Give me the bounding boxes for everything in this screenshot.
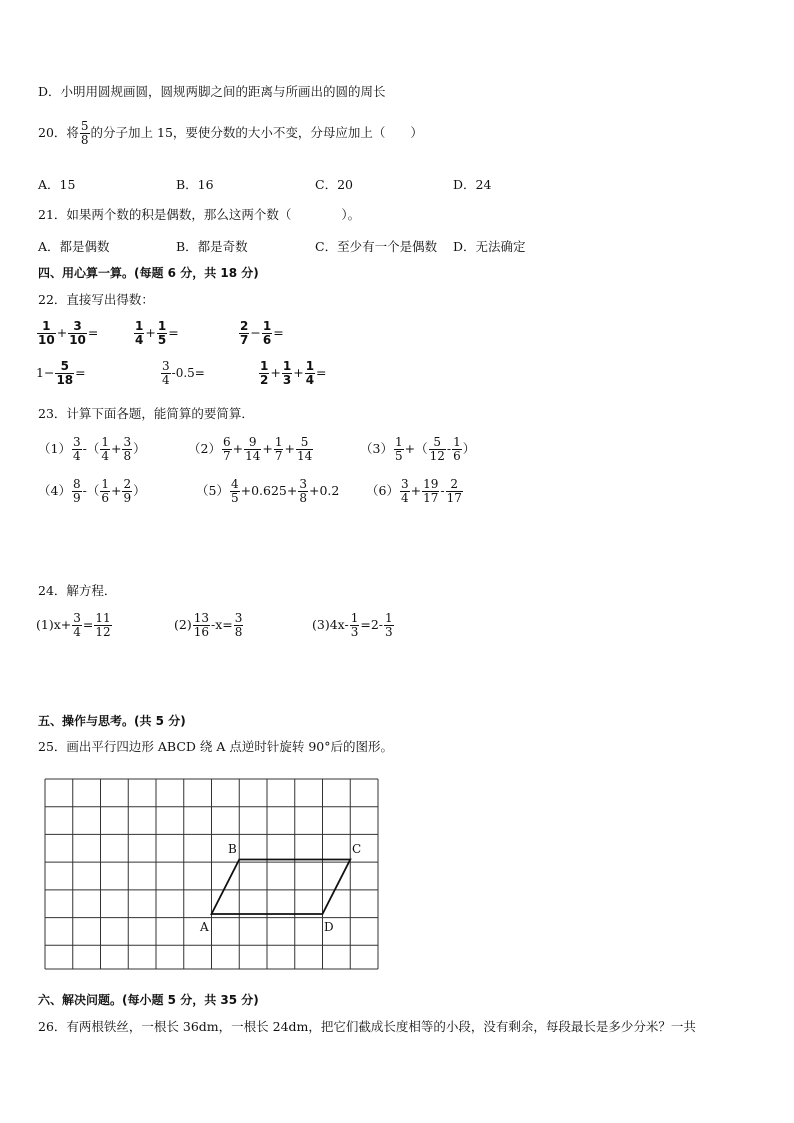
q21-stem: 21．如果两个数的积是偶数，那么这两个数（ ）。	[38, 207, 361, 222]
q20-option-b: B．16	[176, 177, 214, 192]
section4-title: 四、用心算一算。(每题 6 分，共 18 分)	[38, 266, 259, 280]
q26-stem: 26．有两根铁丝，一根长 36dm，一根长 24dm，把它们截成长度相等的小段，没有剩余，每段最长是多少分米？一共	[38, 1019, 696, 1034]
vertex-label-b: B	[228, 842, 237, 856]
section6-title: 六、解决问题。(每小题 5 分，共 35 分)	[38, 993, 259, 1007]
q21-option-a: A．都是偶数	[38, 239, 110, 254]
q21-option-d: D．无法确定	[453, 239, 526, 254]
q24-part-3: (3)4x- $\frac{1}{3}$ =2- $\frac{1}{3}$	[312, 611, 393, 639]
q24-stem: 24．解方程．	[38, 583, 117, 598]
q22-expr-2: $\frac{1}{4}$ + $\frac{1}{5}$ =	[135, 319, 179, 347]
q20-suffix: 的分子加上 15，要使分数的大小不变，分母应加上（ ）	[90, 125, 423, 140]
q24-part-2: (2) $\frac{13}{16}$ -x= $\frac{3}{8}$	[174, 611, 243, 639]
q22-expr-3: $\frac{2}{7}$ − $\frac{1}{6}$ =	[240, 319, 284, 347]
q22-expr-6: $\frac{1}{2}$ + $\frac{1}{3}$ + $\frac{1}{4}$ =	[260, 359, 327, 387]
parallelogram-grid	[40, 775, 385, 975]
parallelogram-abcd	[212, 860, 351, 915]
q23-part-1: （1） $\frac{3}{4}$ -（ $\frac{1}{4}$ + $\frac{3}{8}$ ）	[38, 435, 146, 463]
q23-part-4: （4） $\frac{8}{9}$ -（ $\frac{1}{6}$ + $\frac{2}{9}$ ）	[38, 477, 146, 505]
q22-expr-1: $\frac{1}{10}$ + $\frac{3}{10}$ =	[38, 319, 99, 347]
fraction: $\frac{5}{8}$	[80, 119, 89, 147]
q23-stem: 23．计算下面各题，能简算的要简算．	[38, 406, 254, 421]
q20-prefix: 20．将	[38, 125, 79, 140]
q19-option-d: D．小明用圆规画圆，圆规两脚之间的距离与所画出的圆的周长	[38, 84, 386, 99]
section5-title: 五、操作与思考。(共 5 分)	[38, 714, 186, 728]
vertex-label-d: D	[324, 920, 334, 934]
q23-part-3: （3） $\frac{1}{5}$ +（ $\frac{5}{12}$ - $\frac{1}{6}$ ）	[360, 435, 476, 463]
q20-option-a: A．15	[38, 177, 76, 192]
q25-stem: 25．画出平行四边形 ABCD 绕 A 点逆时针旋转 90°后的图形。	[38, 739, 393, 754]
grid-lines	[45, 779, 378, 969]
q23-part-6: （6） $\frac{3}{4}$ + $\frac{19}{17}$ - $\frac{2}{17}$	[366, 477, 462, 505]
q23-part-5: （5） $\frac{4}{5}$ +0.625+ $\frac{3}{8}$ +0.2	[196, 477, 340, 505]
vertex-label-a: A	[200, 920, 209, 934]
q20-option-c: C．20	[315, 177, 353, 192]
q20-stem	[38, 120, 423, 147]
q23-part-2: （2） $\frac{6}{7}$ + $\frac{9}{14}$ + $\frac{1}{7}$ + $\frac{5}{14}$	[188, 435, 313, 463]
q22-expr-5: $\frac{3}{4}$ -0.5=	[162, 359, 205, 387]
q22-expr-4: 1− $\frac{5}{18}$ =	[36, 359, 86, 387]
q21-option-b: B．都是奇数	[176, 239, 248, 254]
q24-part-1: (1)x+ $\frac{3}{4}$ = $\frac{11}{12}$	[36, 611, 111, 639]
q20-option-d: D．24	[453, 177, 492, 192]
vertex-label-c: C	[352, 842, 362, 856]
q22-stem: 22．直接写出得数：	[38, 292, 154, 307]
q21-option-c: C．至少有一个是偶数	[315, 239, 438, 254]
